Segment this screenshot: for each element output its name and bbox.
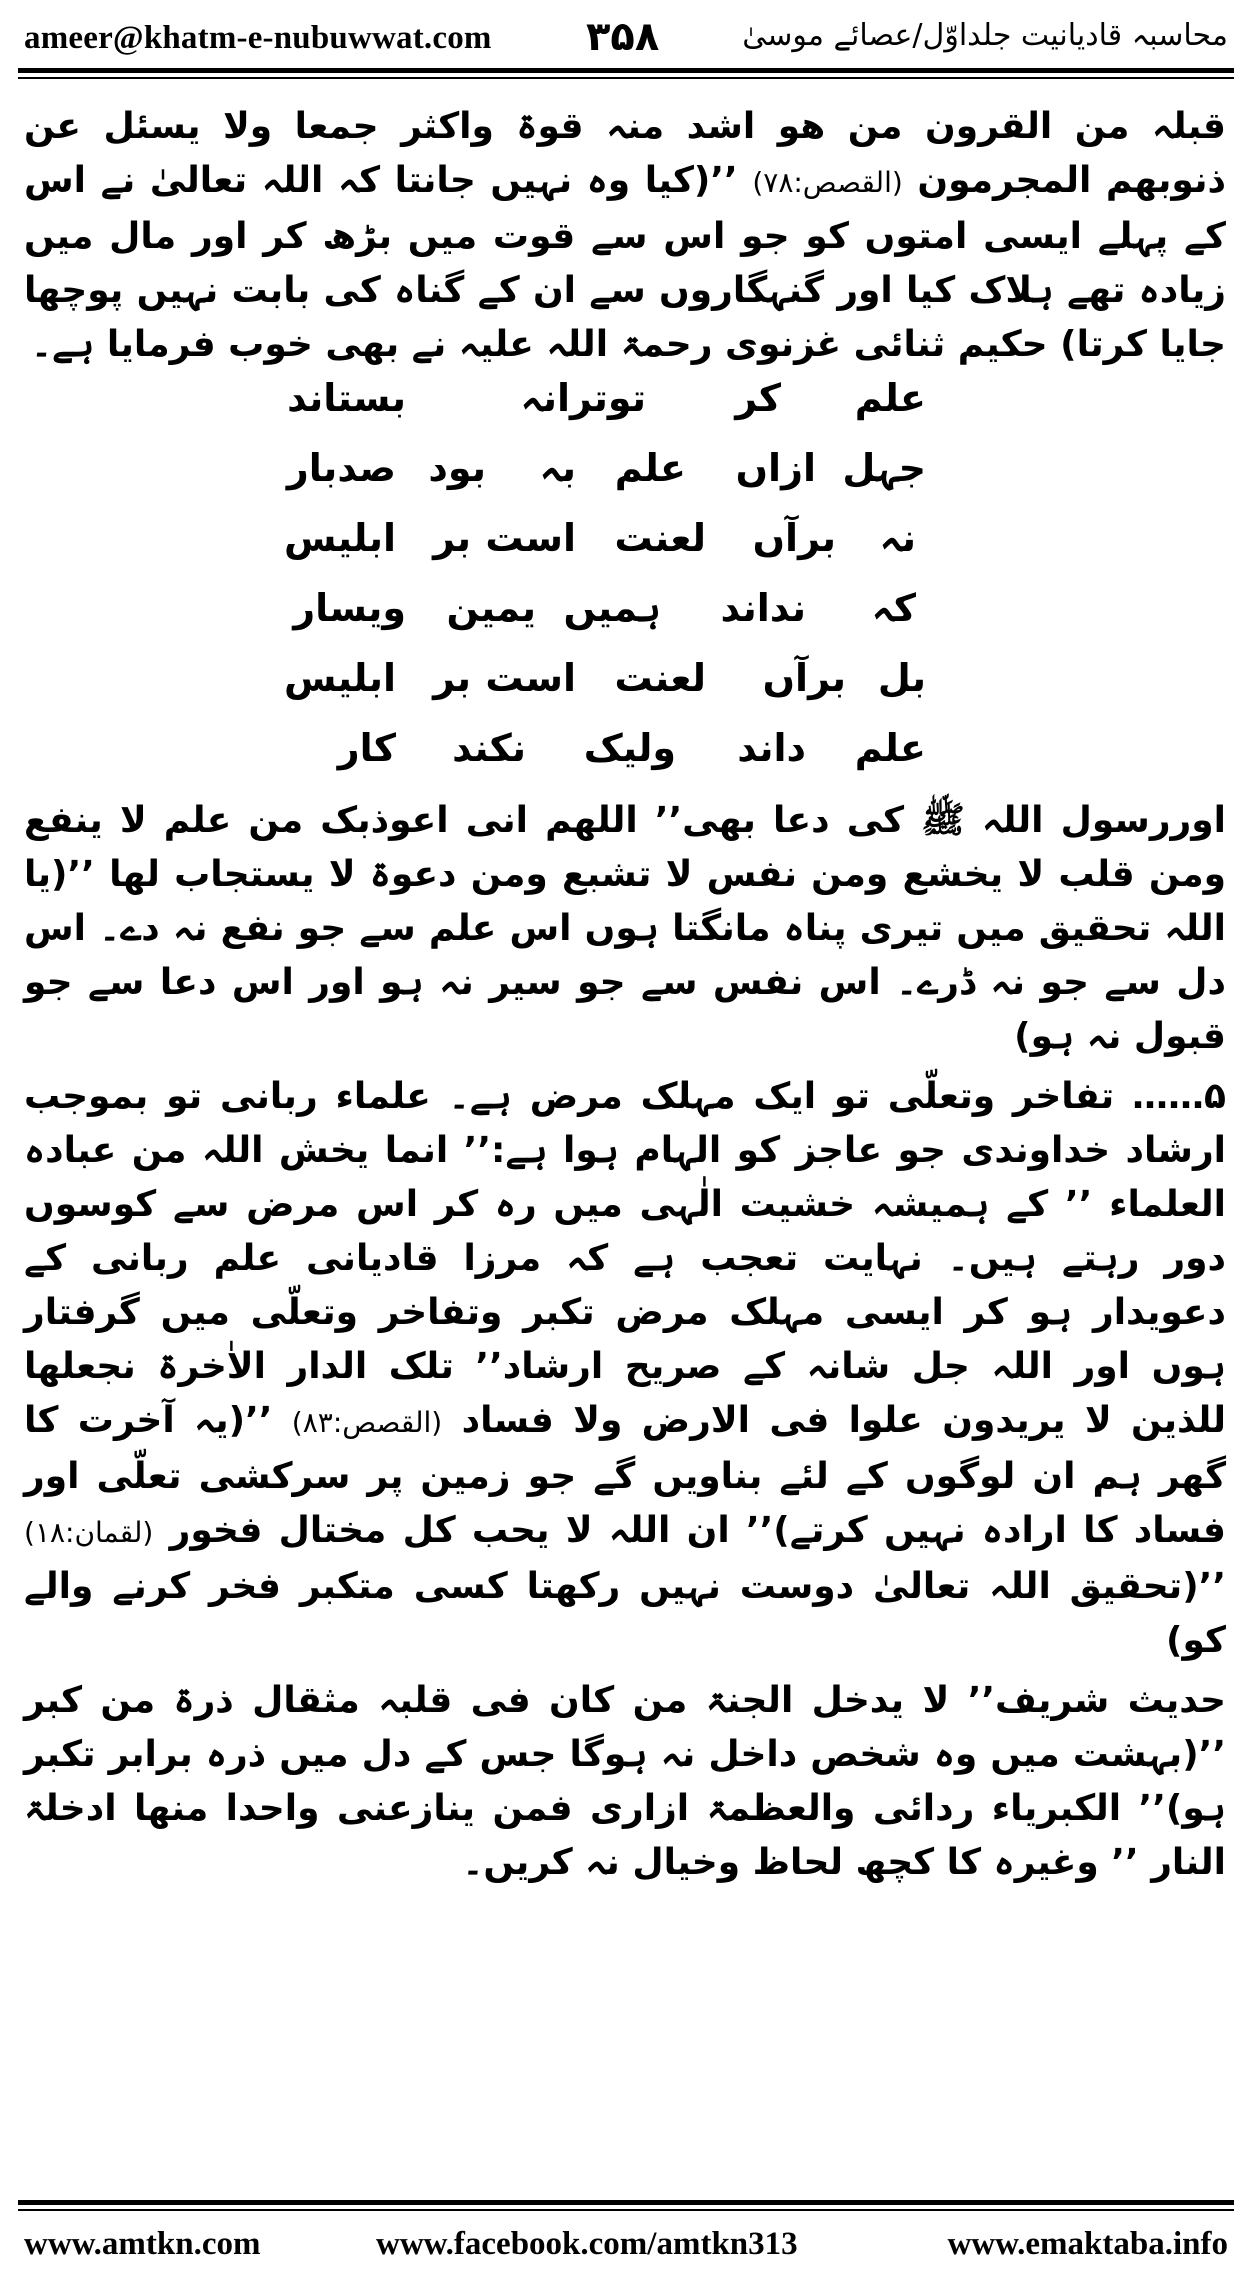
poem-word: ہمیں	[563, 586, 661, 630]
paragraph-1	[24, 100, 1226, 372]
poem-word: صدبار	[286, 446, 396, 490]
poem-word: بر	[433, 516, 471, 560]
quran-verse-arabic: تلک الدار الاٰخرۃ نجعلھا للذین لا یریدون علوا فی الارض ولا فساد	[24, 1346, 1226, 1441]
poem-word: ویسار	[293, 586, 406, 630]
poem-word: ابلیس	[283, 656, 396, 700]
poem-word: برآں	[762, 656, 846, 700]
footer-link-facebook[interactable]: www.facebook.com/amtkn313	[376, 2226, 798, 2262]
point-text: تفاخر وتعلّی تو ایک مہلک مرض ہے۔ علماء ربانی تو بموجب ارشاد خداوندی جو عاجز کو الہام ہوا ہے:’’	[24, 1076, 1227, 1171]
poem-word: نہ	[879, 516, 916, 560]
paragraph-2	[24, 794, 1226, 1064]
dua-arabic: اللھم انی اعوذبک من علم لا ینفع ومن قلب لا یخشع ومن نفس لا تشبع ومن دعوۃ لا یستجاب لھا	[24, 800, 1226, 895]
poem-word: لعنت	[614, 656, 706, 700]
poem-line	[24, 586, 1226, 644]
poem-word: بود	[428, 446, 486, 490]
poem-word: لعنت	[614, 516, 706, 560]
point-number: ۵……	[1132, 1076, 1226, 1117]
quran-verse-arabic: قبلہ من القرون من ھو اشد منہ قوۃ واکثر جمعا ولا یسئل عن ذنوبھم المجرمون	[24, 106, 1226, 201]
quran-verse-arabic: ان اللہ لا یحب کل مختال فخور	[169, 1510, 730, 1551]
poem-word: است	[485, 656, 576, 700]
book-title: محاسبہ قادیانیت جلداوّل/عصائے موسیٰ	[742, 18, 1228, 53]
footer-link-amtkn[interactable]: www.amtkn.com	[24, 2226, 261, 2262]
poem-word: علم	[854, 726, 926, 770]
poem-word: علم	[854, 376, 926, 420]
poem-word: داند	[737, 726, 806, 770]
poem-word: بل	[877, 656, 926, 700]
poem-word: توترانہ	[520, 376, 646, 420]
poem-word: است	[485, 516, 576, 560]
poem-line	[24, 376, 1226, 434]
poem-word: بر	[433, 656, 471, 700]
poem-word: نکند	[452, 726, 526, 770]
page-number: ۳۵۸	[586, 14, 660, 60]
poem-word: بہ	[539, 446, 576, 490]
page-header	[18, 10, 1234, 60]
header-email-link[interactable]: ameer@khatm-e-nubuwwat.com	[24, 20, 492, 56]
closing-text: ’’ وغیرہ کا کچھ لحاظ وخیال نہ کریں۔	[462, 1842, 1139, 1883]
poem-word: کہ	[871, 586, 916, 630]
footer-rule-thick	[18, 2200, 1234, 2205]
page-body	[24, 100, 1226, 1890]
poem-word: جہل	[842, 446, 926, 490]
footer-link-emaktaba[interactable]: www.emaktaba.info	[947, 2226, 1228, 2262]
hadith-translation: ’’(بہشت میں وہ شخص داخل نہ ہوگا جس کے دل میں ذرہ برابر تکبر ہو)’’	[24, 1734, 1226, 1829]
header-rule-thin	[18, 77, 1234, 79]
verse-reference: (القصص:۸۳)	[291, 1406, 443, 1439]
poem-word: یمین	[446, 586, 536, 630]
quran-verse-arabic: انما یخش اللہ من عبادہ العلماء	[24, 1130, 1226, 1225]
point-text: ’’ کے ہمیشہ خشیت الٰہی میں رہ کر اس مرض سے کوسوں دور رہتے ہیں۔ نہایت تعجب ہے کہ مرزا قادیانی علم ربانی کے دعویدار ہو کر ایسی مہلک مرض تکبر وتفاخر وتعلّی میں گرفتار ہوں اور اللہ جل شانہ کے صریح ارشاد’’	[24, 1184, 1226, 1387]
poem-word: ازاں	[735, 446, 816, 490]
poem-word: بستاند	[287, 376, 406, 420]
persian-poem	[24, 376, 1226, 788]
urdu-translation: ’’(تحقیق اللہ تعالیٰ دوست نہیں رکھتا کسی متکبر فخر کرنے والے کو)	[24, 1566, 1226, 1661]
poem-line	[24, 446, 1226, 504]
poem-word: کر	[735, 376, 781, 420]
poem-word: برآں	[752, 516, 836, 560]
hadith-arabic: لا یدخل الجنۃ من کان فی قلبہ مثقال ذرۃ من کبر	[24, 1680, 950, 1721]
paragraph-3	[24, 1070, 1226, 1668]
poem-word: ولیک	[583, 726, 676, 770]
poem-word: نداند	[720, 586, 806, 630]
poem-word: علم	[614, 446, 686, 490]
hadith-arabic: الکبریاء ردائی والعظمۃ ازاری فمن ینازعنی واحدا منھا ادخلۃ النار	[24, 1788, 1226, 1883]
verse-reference: (القصص:۷۸)	[752, 166, 903, 199]
poem-word: ابلیس	[283, 516, 396, 560]
paragraph-4	[24, 1674, 1226, 1890]
poem-line	[24, 726, 1226, 784]
urdu-translation: ’’(کیا وہ نہیں جانتا کہ اللہ تعالیٰ نے اس کے پہلے ایسی امتوں کو جو اس سے قوت میں بڑھ کر اور مال میں زیادہ تھے ہلاک کیا اور گنہگاروں سے ان کے گناہ کی بابت نہیں پوچھا جایا کرتا) حکیم ثنائی غزنوی رحمۃ اللہ علیہ نے بھی خوب فرمایا ہے۔	[24, 160, 1226, 365]
hadith-intro: حدیث شریف’’	[967, 1680, 1226, 1721]
urdu-translation: ’’(یہ آخرت کا گھر ہم ان لوگوں کے لئے بناویں گے جو زمین پر سرکشی تعلّی اور فساد کا ارادہ نہیں کرتے)’’	[24, 1400, 1226, 1551]
page-footer	[18, 2220, 1234, 2270]
dua-intro: اوررسول اللہ ﷺ کی دعا بھی’’	[654, 800, 1226, 841]
poem-line	[24, 516, 1226, 574]
footer-rule-thin	[18, 2209, 1234, 2211]
poem-word: کار	[337, 726, 396, 770]
poem-line	[24, 656, 1226, 714]
header-rule-thick	[18, 68, 1234, 73]
verse-reference: (لقمان:۱۸)	[24, 1516, 154, 1549]
dua-translation: ’’(یا اللہ تحقیق میں تیری پناہ مانگتا ہوں اس علم سے جو نفع نہ دے۔ اس دل سے جو نہ ڈرے۔ اس نفس سے جو سیر نہ ہو اور اس دعا سے جو قبول نہ ہو)	[24, 854, 1226, 1057]
